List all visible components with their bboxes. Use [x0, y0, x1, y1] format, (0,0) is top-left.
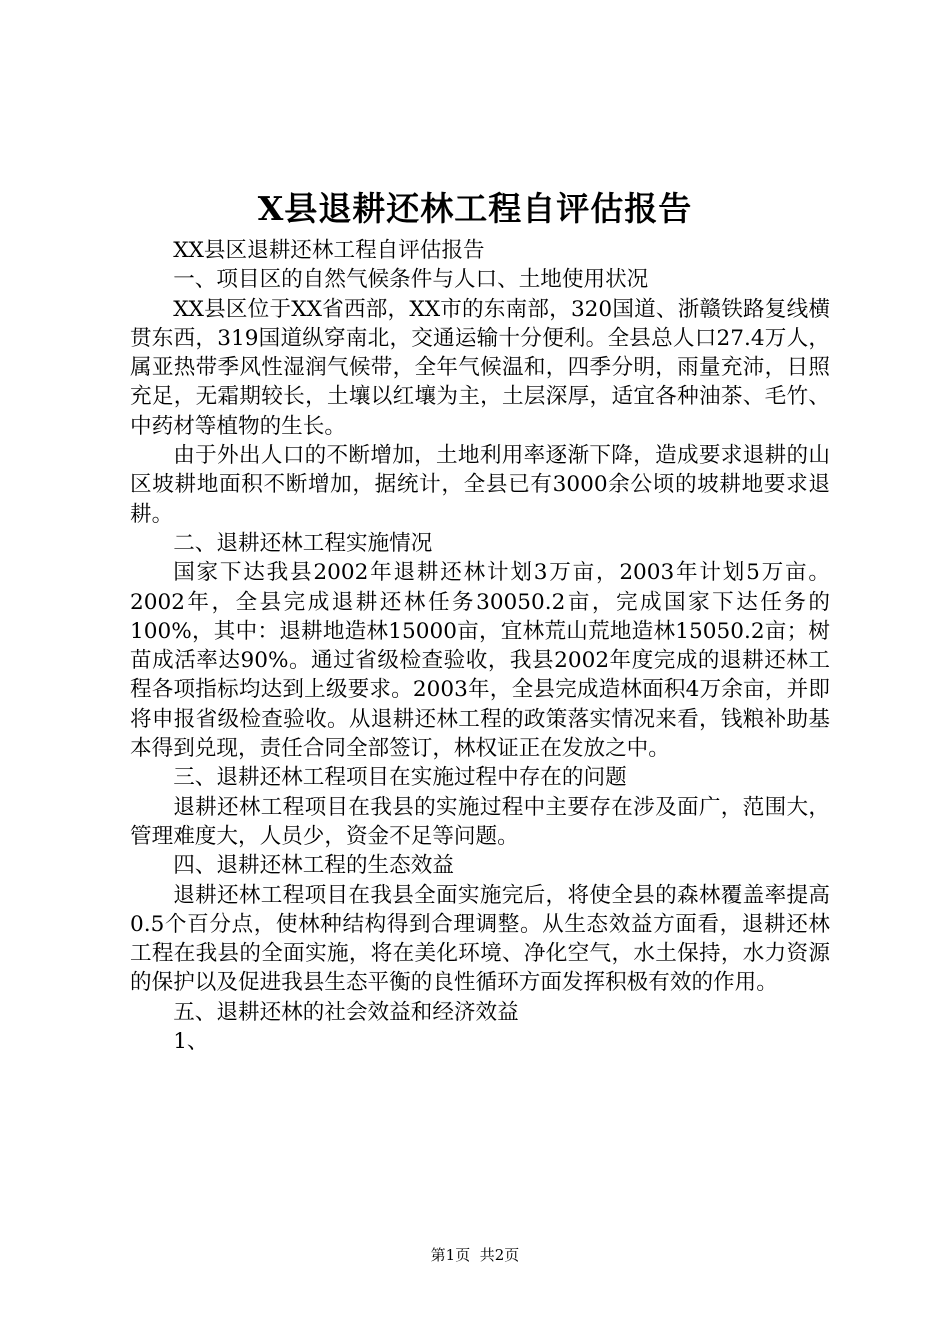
page-footer	[0, 1245, 950, 1265]
page-number: 第1页	[430, 1246, 471, 1264]
heading-section-5: 五、退耕还林的社会效益和经济效益	[173, 999, 519, 1025]
paragraph-section-5-item-1: 1、	[173, 1029, 209, 1055]
paragraph-section-1-a: XX县区位于XX省西部，XX市的东南部，320国道、浙赣铁路复线横贯东西，319国道纵穿南北，交通运输十分便利。全县总人口27.4万人，属亚热带季风性湿润气候带，全年气候温和，四季分明，雨量充沛，日照充足，无霜期较长，土壤以红壤为主，土层深厚，适宜各种油茶、毛竹、中药材等植物的生长。	[130, 296, 830, 439]
heading-section-3: 三、退耕还林工程项目在实施过程中存在的问题	[173, 765, 627, 791]
document-body	[130, 236, 830, 1056]
paragraph-section-2: 国家下达我县2002年退耕还林计划3万亩，2003年计划5万亩。2002年，全县完成退耕还林任务30050.2亩，完成国家下达任务的100%，其中：退耕地造林15000亩，宜林荒山荒地造林15050.2亩；树苗成活率达90%。通过省级检查验收，我县2002年度完成的退耕还林工程各项指标均达到上级要求。2003年，全县完成造林面积4万余亩，并即将申报省级检查验收。从退耕还林工程的政策落实情况来看，钱粮补助基本得到兑现，责任合同全部签订，林权证正在发放之中。	[130, 560, 830, 762]
page-total: 共2页	[479, 1246, 520, 1264]
paragraph-section-4: 退耕还林工程项目在我县全面实施完后，将使全县的森林覆盖率提高0.5个百分点，使林种结构得到合理调整。从生态效益方面看，退耕还林工程在我县的全面实施，将在美化环境、净化空气，水土保持，水力资源的保护以及促进我县生态平衡的良性循环方面发挥积极有效的作用。	[130, 882, 830, 996]
paragraph-section-1-b: 由于外出人口的不断增加，土地利用率逐渐下降，造成要求退耕的山区坡耕地面积不断增加，据统计，全县已有3000余公顷的坡耕地要求退耕。	[130, 443, 830, 527]
paragraph-section-3: 退耕还林工程项目在我县的实施过程中主要存在涉及面广，范围大，管理难度大，人员少，资金不足等问题。	[130, 794, 830, 849]
paragraph-subtitle: XX县区退耕还林工程自评估报告	[173, 238, 485, 263]
heading-section-2: 二、退耕还林工程实施情况	[173, 530, 433, 556]
heading-section-1: 一、项目区的自然气候条件与人口、土地使用状况	[173, 267, 649, 293]
document-title: X县退耕还林工程自评估报告	[257, 189, 693, 228]
heading-section-4: 四、退耕还林工程的生态效益	[173, 853, 454, 879]
